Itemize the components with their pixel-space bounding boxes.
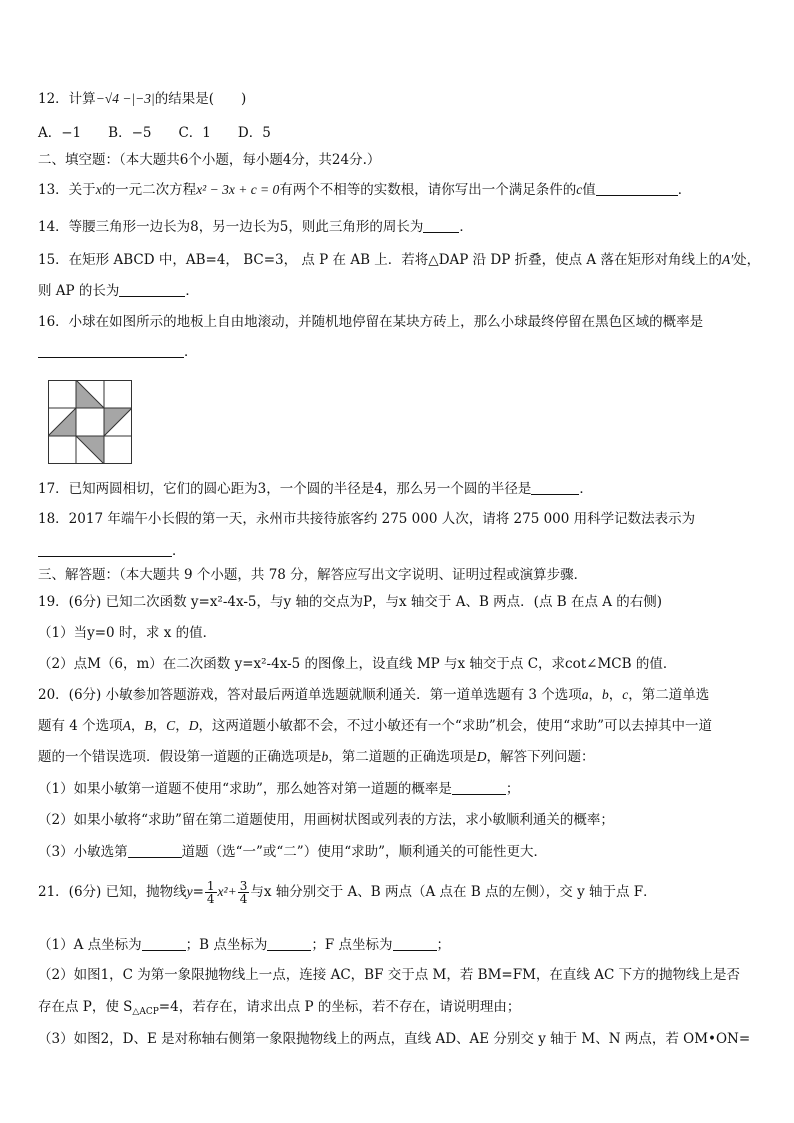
q13-prefix: 13．关于	[38, 182, 96, 198]
q18-answer-blank[interactable]	[38, 544, 172, 557]
q21-part2-rest: =4，若存在，请求出点 P 的坐标，若不存在，请说明理由；	[158, 999, 521, 1015]
q12-expression: −√4 −|−3|	[95, 91, 155, 106]
q15-end: ．	[185, 283, 199, 299]
q20-part1-blank[interactable]	[452, 782, 506, 795]
q20-line3b: ，第二道题的正确选项是	[328, 749, 477, 765]
q20-part2: （2）如果小敏将“求助”留在第二道题使用，用画树状图或列表的方法，求小敏顺利通关的概率；	[38, 812, 614, 828]
q15-a-prime: A′	[721, 252, 734, 267]
q20-answer2: D	[476, 749, 487, 764]
q16-line2	[38, 343, 198, 361]
q20-part1	[38, 780, 519, 798]
q20-option-c: c	[622, 687, 629, 702]
q20-line2b: ，这两道题小敏都不会，不过小敏还有一个“求助”机会，使用“求助”可以去掉其中一道	[198, 718, 713, 734]
q19-stem: 19．(6分) 已知二次函数 y=x²-4x-5，与y 轴的交点为P，与x 轴交于 A、B 两点．(点 B 在点 A 的右侧)	[38, 594, 663, 610]
q13-answer-blank[interactable]	[596, 183, 678, 196]
section-3-heading: 三、解答题：（本大题共 9 个小题，共 78 分，解答应写出文字说明、证明过程或演算步骤．	[38, 567, 588, 583]
q13-end: ．	[677, 182, 692, 198]
q20-line3	[38, 748, 595, 766]
q17-answer-blank[interactable]	[531, 482, 579, 495]
q20-part1-text: （1）如果小敏第一道题不使用“求助”，那么她答对第一道题的概率是	[38, 781, 452, 797]
q19-part2: （2）点M（6，m）在二次函数 y=x²-4x-5 的图像上，设直线 MP 与x 轴交于点 C，求cot∠MCB 的值．	[38, 656, 677, 672]
q18-line1: 18．2017 年端午小长假的第一天，永州市共接待旅客约 275 000 人次，请将 275 000 用科学记数法表示为	[38, 511, 696, 527]
q21-prefix: 21．(6分) 已知，抛物线	[38, 884, 187, 900]
q21-frac1-den: 4	[206, 892, 215, 906]
q20-line1: 20．(6分) 小敏参加答题游戏，答对最后两道单选题就顺利通关．第一道单选题有 3 个选项a，b，c，第二道单选	[38, 687, 710, 703]
q21-part2-line1: （2）如图1，C 为第一象限抛物线上一点，连接 AC，BF 交于点 M，若 BM=FM，在直线 AC 下方的抛物线上是否	[38, 967, 741, 983]
q19-part1: （1）当y=0 时，求 x 的值．	[38, 625, 217, 641]
q20-line3c: ，解答下列问题：	[486, 749, 595, 765]
q21-frac1-num: 1	[206, 879, 215, 893]
section-2-heading: 二、填空题：（本大题共6个小题，每小题4分，共24分.）	[38, 152, 381, 168]
q21-part2-s: 存在点 P，使 S	[38, 999, 133, 1015]
q20-option-C: C	[166, 718, 176, 733]
q16-answer-blank[interactable]	[38, 345, 184, 358]
q13-var-c: c	[576, 182, 583, 197]
grid-border	[49, 381, 132, 464]
q17	[38, 480, 593, 498]
floor-tile-figure	[48, 380, 132, 464]
q18-line2	[38, 542, 186, 560]
q20-line1b: ，第二道单选	[628, 687, 710, 703]
q16-end: ．	[184, 344, 198, 360]
q20-option-A: A	[122, 718, 131, 733]
shaded-regions	[48, 380, 132, 464]
q20-line1a: 20．(6分) 小敏参加答题游戏，答对最后两道单选题就顺利通关．第一道单选题有 3 个选项	[38, 687, 582, 703]
q18-end: ．	[172, 543, 186, 559]
q21-suffix: 与x 轴分别交于 A、B 两点（A 点在 B 点的左侧），交 y 轴于点 F．	[250, 884, 657, 900]
q21-blank-A[interactable]	[142, 938, 186, 951]
q12-stem	[38, 90, 246, 108]
q21-part2-line2	[38, 998, 520, 1021]
q21-blank-B[interactable]	[267, 938, 311, 951]
q21-part1b: ；B 点坐标为	[185, 937, 268, 953]
q20-option-D: D	[188, 718, 199, 733]
q21-blank-F[interactable]	[393, 938, 437, 951]
q13-var-x: x	[95, 182, 102, 197]
q20-part3a: （3）小敏选第	[38, 844, 128, 860]
q14-end: ．	[459, 219, 473, 235]
q13	[38, 181, 691, 199]
q21-frac2-num: 3	[239, 879, 248, 893]
q20-part1-end: ；	[505, 781, 520, 797]
q15-line1	[38, 251, 760, 269]
q21-fraction-1	[205, 880, 217, 905]
q21-equals: =	[192, 884, 204, 900]
q21-part1	[38, 936, 450, 954]
grid-lines	[48, 380, 132, 464]
q21-part1c: ；F 点坐标为	[311, 937, 393, 953]
q15-line2-text: 则 AP 的长为	[38, 283, 120, 299]
q12-suffix: 的结果是( )	[154, 91, 247, 107]
q21-part1d: ；	[436, 937, 451, 953]
q13-suffix: 值	[582, 182, 596, 198]
q13-mid2: 有两个不相等的实数根，请你写出一个满足条件的	[279, 182, 577, 198]
q21-part1a: （1）A 点坐标为	[38, 937, 142, 953]
q20-part3	[38, 843, 547, 861]
q21-fraction-2	[238, 880, 250, 905]
q12-options: A．−1 B．−5 C．1 D．5	[38, 125, 271, 141]
q21-part3: （3）如图2，D、E 是对称轴右侧第一象限抛物线上的两点，直线 AD、AE 分别交 y 轴于 M、N 两点，若 OM•ON=	[38, 1031, 751, 1047]
q20-option-a: a	[581, 687, 589, 702]
q20-option-B: B	[144, 718, 153, 733]
q15-line2	[38, 282, 199, 300]
q16-line1: 16．小球在如图所示的地板上自由地滚动，并随机地停留在某块方砖上，那么小球最终停留在黑色区域的概率是	[38, 314, 704, 330]
q15-text: 15．在矩形 ABCD 中，AB=4， BC=3， 点 P 在 AB 上．若将△DAP 沿 DP 折叠，使点 A 落在矩形对角线上的	[38, 252, 722, 268]
q17-text: 17．已知两圆相切，它们的圆心距为3，一个圆的半径是4，那么另一个圆的半径是	[38, 481, 532, 497]
q14-answer-blank[interactable]	[423, 220, 459, 233]
q20-line3a: 题的一个错误选项．假设第一道题的正确选项是	[38, 749, 322, 765]
q20-part3b: 道题（选“一”或“二”）使用“求助”，顺利通关的可能性更大．	[181, 844, 548, 860]
q15-line1-end: 处，	[733, 252, 761, 268]
q20-line2: 题有 4 个选项A，B，C，D，这两道题小敏都不会，不过小敏还有一个“求助”机会，使用“求助”可以去掉其中一道	[38, 718, 713, 734]
q14	[38, 218, 473, 236]
q13-equation: x² − 3x + c = 0	[196, 182, 280, 197]
q21-frac2-den: 4	[239, 892, 248, 906]
q21-stem	[38, 880, 657, 905]
q14-text: 14．等腰三角形一边长为8，另一边长为5，则此三角形的周长为	[38, 219, 424, 235]
q21-x-squared: x²+	[217, 884, 237, 899]
q20-answer1: b	[321, 749, 329, 764]
q15-answer-blank[interactable]	[119, 284, 185, 297]
q20-part3-blank[interactable]	[128, 845, 182, 858]
q13-mid: 的一元二次方程	[101, 182, 197, 198]
q20-option-b: b	[602, 687, 609, 702]
q21-var-y: y	[186, 884, 193, 899]
q20-line2a: 题有 4 个选项	[38, 718, 123, 734]
q17-end: ．	[579, 481, 593, 497]
q21-part2-subscript: △ACP	[132, 1007, 159, 1017]
q12-prefix: 12．计算	[38, 91, 96, 107]
